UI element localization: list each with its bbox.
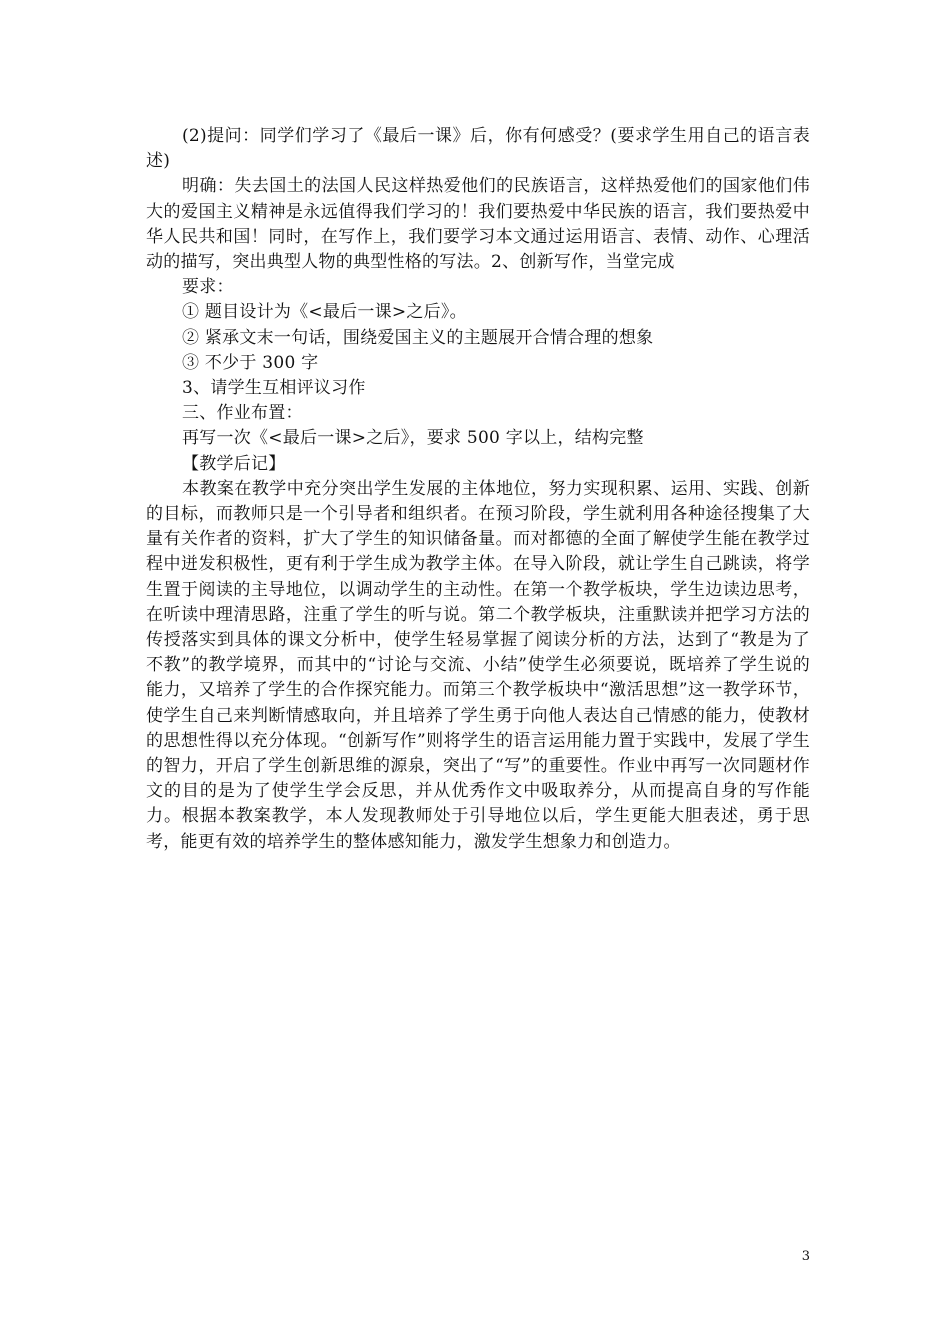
paragraph-requirement-3: ③ 不少于 300 字: [182, 352, 319, 373]
paragraph-homework-heading: 三、作业布置：: [182, 403, 303, 424]
paragraph-requirements-heading: 要求：: [182, 277, 234, 298]
paragraph-requirement-1: ① 题目设计为《<最后一课>之后》。: [182, 302, 467, 323]
paragraph-peer-review: 3、请学生互相评议习作: [182, 378, 366, 399]
paragraph-clarification: 明确：失去国土的法国人民这样热爱他们的民族语言，这样热爱他们的国家他们伟大的爱国主义精神是永远值得我们学习的！我们要热爱中华民族的语言，我们要热爱中华人民共和国！同时，在写作上，我们要学习本文通过运用语言、表情、动作、心理活动的描写，突出典型人物的典型性格的写法。2、创新写作，当堂完成: [146, 176, 810, 273]
document-body: [146, 124, 810, 855]
paragraph-question: (2)提问：同学们学习了《最后一课》后，你有何感受？(要求学生用自己的语言表述): [146, 126, 810, 172]
paragraph-homework: 再写一次《<最后一课>之后》，要求 500 字以上，结构完整: [182, 428, 644, 449]
page-number: 3: [801, 1249, 810, 1264]
paragraph-requirement-2: ② 紧承文末一句话，围绕爱国主义的主题展开合情合理的想象: [182, 327, 654, 348]
paragraph-postscript-heading: 【教学后记】: [182, 453, 286, 474]
paragraph-postscript: 本教案在教学中充分突出学生发展的主体地位，努力实现积累、运用、实践、创新的目标，而教师只是一个引导者和组织者。在预习阶段，学生就利用各种途径搜集了大量有关作者的资料，扩大了学生的知识储备量。而对都德的全面了解使学生能在教学过程中迸发积极性，更有利于学生成为教学主体。在导入阶段，就让学生自己跳读，将学生置于阅读的主导地位，以调动学生的主动性。在第一个教学板块，学生边读边思考，在听读中理清思路，注重了学生的听与说。第二个教学板块，注重默读并把学习方法的传授落实到具体的课文分析中，使学生轻易掌握了阅读分析的方法，达到了“教是为了不教”的教学境界，而其中的“讨论与交流、小结”使学生必须要说，既培养了学生说的能力，又培养了学生的合作探究能力。而第三个教学板块中“激活思想”这一教学环节，使学生自己来判断情感取向，并且培养了学生勇于向他人表达自己情感的能力，使教材的思想性得以充分体现。“创新写作”则将学生的语言运用能力置于实践中，发展了学生的智力，开启了学生创新思维的源泉，突出了“写”的重要性。作业中再写一次同题材作文的目的是为了使学生学会反思，并从优秀作文中吸取养分，从而提高自身的写作能力。根据本教案教学，本人发现教师处于引导地位以后，学生更能大胆表述，勇于思考，能更有效的培养学生的整体感知能力，激发学生想象力和创造力。: [146, 478, 810, 852]
